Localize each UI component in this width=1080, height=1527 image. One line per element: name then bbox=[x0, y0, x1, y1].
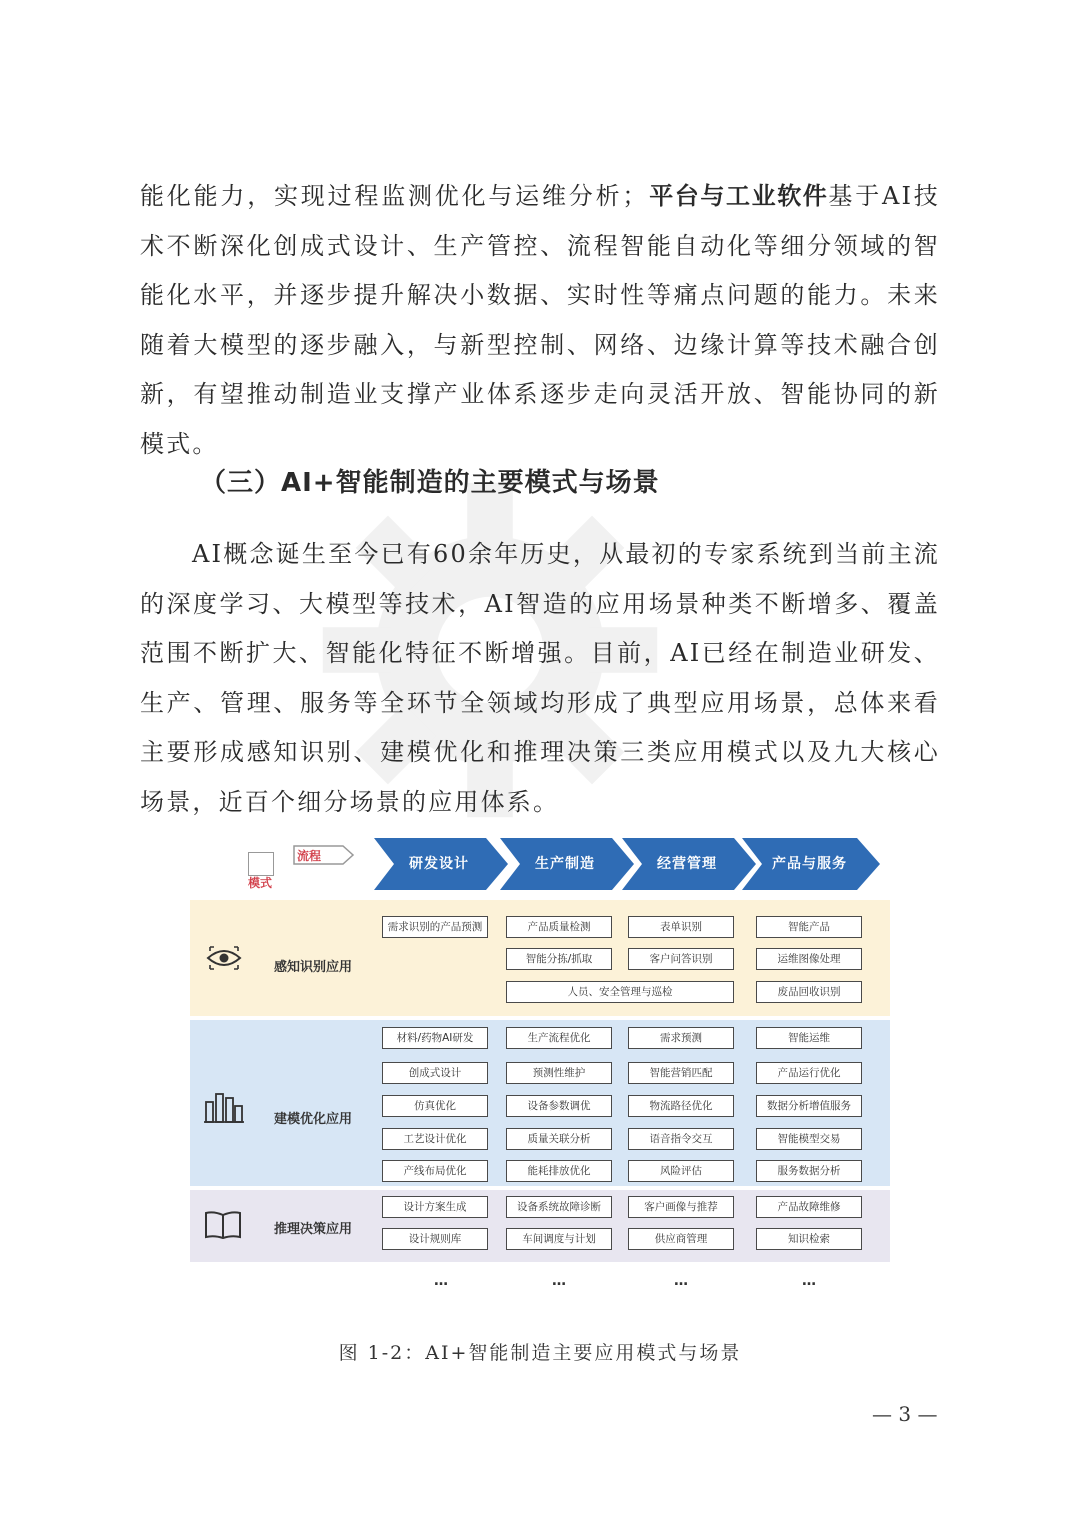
scenario-box: 设计规则库 bbox=[382, 1228, 488, 1250]
page-number: — 3 — bbox=[872, 1402, 938, 1426]
scenario-box: 质量关联分析 bbox=[506, 1128, 612, 1150]
section-heading: （三）AI+智能制造的主要模式与场景 bbox=[200, 468, 660, 498]
scenario-box: 设备参数调优 bbox=[506, 1095, 612, 1117]
flow-legend-label: 流程 bbox=[297, 849, 322, 863]
scenario-box: 仿真优化 bbox=[382, 1095, 488, 1117]
book-icon bbox=[204, 1210, 242, 1240]
bar-chart-icon bbox=[204, 1088, 244, 1124]
ellipsis: … bbox=[434, 1273, 448, 1289]
scenario-box: 需求预测 bbox=[628, 1027, 734, 1049]
scenario-box: 产品质量检测 bbox=[506, 916, 612, 938]
scenario-box: 废品回收识别 bbox=[756, 981, 862, 1003]
para1-text-end: 基于AI技术不断深化创成式设计、生产管控、流程智能自动化等细分领域的智能化水平，并逐步提升解决小数据、实时性等痛点问题的能力。未来随着大模型的逐步融入，与新型控制、网络、边缘计算等技术融合创新，有望推动制造业支撑产业体系逐步走向灵活开放、智能协同的新模式。 bbox=[140, 182, 941, 458]
scenario-box: 风险评估 bbox=[628, 1160, 734, 1182]
paragraph-2: AI概念诞生至今已有60余年历史，从最初的专家系统到当前主流的深度学习、大模型等技术，AI智造的应用场景种类不断增多、覆盖范围不断扩大、智能化特征不断增强。目前，AI已经在制造业研发、生产、管理、服务等全环节全领域均形成了典型应用场景，总体来看主要形成感知识别、建模优化和推理决策三类应用模式以及九大核心场景，近百个细分场景的应用体系。 bbox=[140, 540, 940, 816]
scenario-box: 服务数据分析 bbox=[756, 1160, 862, 1182]
para1-text-start: 能化能力，实现过程监测优化与运维分析； bbox=[140, 182, 649, 210]
paragraph-1 bbox=[140, 172, 940, 469]
scenario-box: 产品故障维修 bbox=[756, 1196, 862, 1218]
scenario-box: 生产流程优化 bbox=[506, 1027, 612, 1049]
band-label-perception: 感知识别应用 bbox=[274, 960, 353, 975]
stage-rd-design bbox=[374, 838, 514, 890]
scenario-box: 语音指令交互 bbox=[628, 1128, 734, 1150]
scenario-box: 表单识别 bbox=[628, 916, 734, 938]
stage-label: 研发设计 bbox=[409, 856, 469, 872]
scenario-box: 智能运维 bbox=[756, 1027, 862, 1049]
stage-label: 生产制造 bbox=[535, 856, 595, 872]
scenario-box: 智能分拣/抓取 bbox=[506, 948, 612, 970]
scenario-box: 运维图像处理 bbox=[756, 948, 862, 970]
scenario-box: 设计方案生成 bbox=[382, 1196, 488, 1218]
stage-label: 经营管理 bbox=[657, 856, 717, 872]
stage-production bbox=[500, 838, 640, 890]
scenario-box: 预测性维护 bbox=[506, 1062, 612, 1084]
scenario-box: 工艺设计优化 bbox=[382, 1128, 488, 1150]
scenario-box: 产品运行优化 bbox=[756, 1062, 862, 1084]
figure-caption: 图 1-2：AI+智能制造主要应用模式与场景 bbox=[338, 1342, 742, 1364]
scenario-box: 设备系统故障诊断 bbox=[506, 1196, 612, 1218]
stage-management bbox=[622, 838, 762, 890]
scenario-box: 客户问答识别 bbox=[628, 948, 734, 970]
scenario-box: 客户画像与推荐 bbox=[628, 1196, 734, 1218]
figure-legend bbox=[248, 838, 348, 888]
mode-legend-box bbox=[248, 852, 274, 876]
scenario-box: 物流路径优化 bbox=[628, 1095, 734, 1117]
scenario-box-wide: 人员、安全管理与巡检 bbox=[506, 981, 734, 1003]
figure-ai-manufacturing-modes bbox=[190, 838, 890, 1298]
scenario-box: 产线布局优化 bbox=[382, 1160, 488, 1182]
scenario-box: 创成式设计 bbox=[382, 1062, 488, 1084]
stage-products-services bbox=[742, 838, 882, 890]
stage-label: 产品与服务 bbox=[772, 856, 847, 872]
scenario-box: 数据分析增值服务 bbox=[756, 1095, 862, 1117]
ellipsis: … bbox=[802, 1273, 816, 1289]
ellipsis: … bbox=[674, 1273, 688, 1289]
scenario-box: 智能产品 bbox=[756, 916, 862, 938]
scenario-box: 需求识别的产品预测 bbox=[382, 916, 488, 938]
para1-bold-term: 平台与工业软件 bbox=[648, 182, 829, 210]
band-label-modeling: 建模优化应用 bbox=[274, 1112, 353, 1127]
scenario-box: 材料/药物AI研发 bbox=[382, 1027, 488, 1049]
scenario-box: 能耗排放优化 bbox=[506, 1160, 612, 1182]
scenario-box: 智能模型交易 bbox=[756, 1128, 862, 1150]
eye-icon bbox=[204, 944, 244, 972]
mode-legend-label: 模式 bbox=[248, 876, 273, 890]
ellipsis: … bbox=[552, 1273, 566, 1289]
scenario-box: 供应商管理 bbox=[628, 1228, 734, 1250]
band-label-reasoning: 推理决策应用 bbox=[274, 1222, 353, 1237]
scenario-box: 知识检索 bbox=[756, 1228, 862, 1250]
scenario-box: 智能营销匹配 bbox=[628, 1062, 734, 1084]
scenario-box: 车间调度与计划 bbox=[506, 1228, 612, 1250]
